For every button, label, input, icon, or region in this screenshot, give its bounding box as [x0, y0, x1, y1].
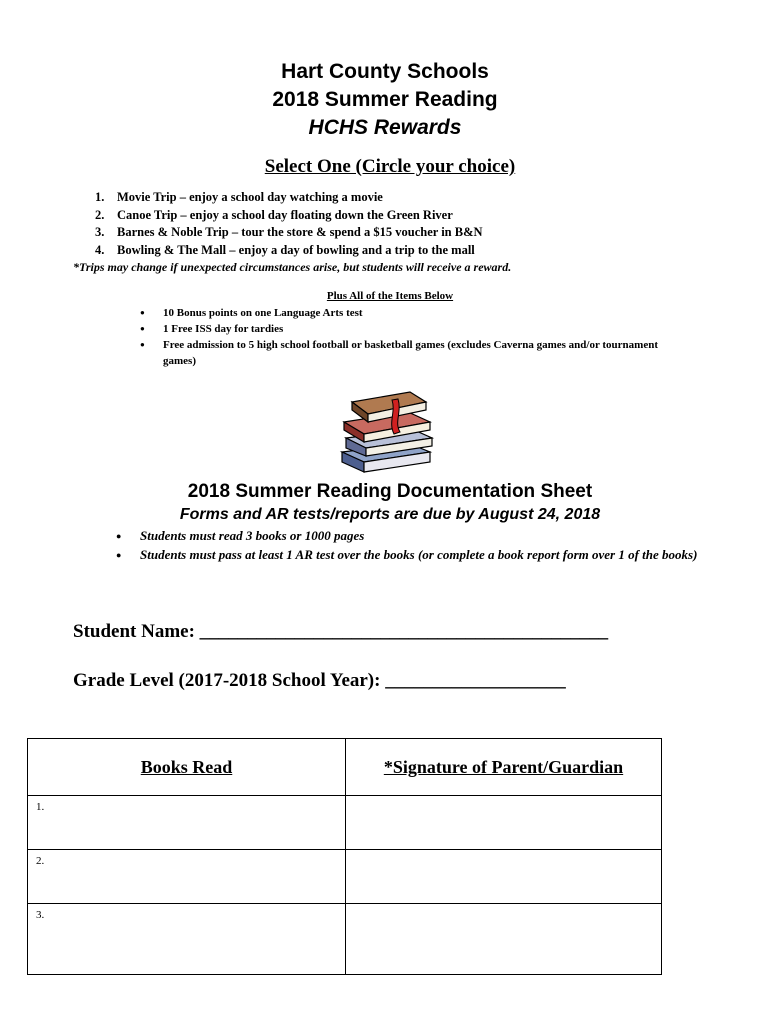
documentation-sheet-title: 2018 Summer Reading Documentation Sheet	[187, 481, 593, 502]
books-read-header: Books Read	[28, 739, 346, 796]
book-cell[interactable]: 3.	[28, 904, 346, 975]
signature-cell[interactable]	[346, 850, 662, 904]
grade-level-field[interactable]: Grade Level (2017-2018 School Year): ___________________	[73, 670, 566, 691]
list-item: ● Free admission to 5 high school football or basketball games (excludes Caverna games and/or tournament games)	[140, 337, 680, 369]
stack-of-books-icon	[330, 382, 440, 477]
list-item[interactable]: 4. Bowling & The Mall – enjoy a day of bowling and a trip to the mall	[95, 242, 475, 257]
trip-choices-list	[95, 189, 695, 259]
plus-items-heading: Plus All of the Items Below	[326, 290, 454, 302]
bonus-items-list	[140, 305, 680, 369]
list-item[interactable]: 1. Movie Trip – enjoy a school day watching a movie	[95, 190, 383, 204]
school-name: Hart County Schools	[281, 60, 489, 83]
list-item: ● 10 Bonus points on one Language Arts test	[140, 305, 680, 321]
book-cell[interactable]: 1.	[28, 796, 346, 850]
list-item: ● Students must pass at least 1 AR test over the books (or complete a book report form over 1 of the books)	[116, 546, 716, 565]
table-row	[28, 850, 662, 904]
list-item[interactable]: 2. Canoe Trip – enjoy a school day floating down the Green River	[95, 207, 453, 222]
list-item: ● 1 Free ISS day for tardies	[140, 321, 680, 337]
due-date-notice: Forms and AR tests/reports are due by August 24, 2018	[179, 506, 601, 523]
table-row	[28, 796, 662, 850]
book-cell[interactable]: 2.	[28, 850, 346, 904]
requirements-list	[116, 527, 716, 564]
select-one-heading: Select One (Circle your choice)	[264, 156, 516, 177]
list-item[interactable]: 3. Barnes & Noble Trip – tour the store & spend a $15 voucher in B&N	[95, 225, 483, 239]
signature-cell[interactable]	[346, 904, 662, 975]
list-item: ● Students must read 3 books or 1000 pages	[116, 527, 716, 546]
trips-disclaimer: *Trips may change if unexpected circumstances arise, but students will receive a reward.	[73, 260, 512, 274]
table-row	[28, 904, 662, 975]
signature-header: *Signature of Parent/Guardian	[346, 739, 662, 796]
signature-cell[interactable]	[346, 796, 662, 850]
program-title: 2018 Summer Reading	[272, 88, 498, 111]
student-name-field[interactable]: Student Name: ___________________________________________	[73, 621, 609, 642]
rewards-title: HCHS Rewards	[308, 116, 462, 139]
page-header	[0, 58, 770, 142]
books-read-table	[27, 738, 662, 975]
